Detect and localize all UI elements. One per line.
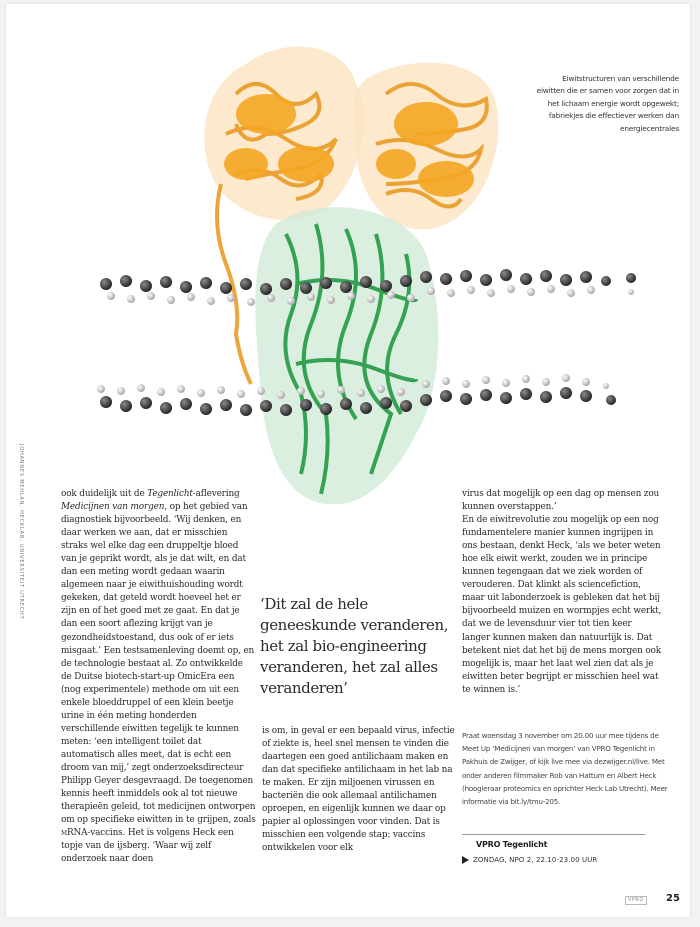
magazine-page — [6, 4, 690, 917]
photo-credit: JOHANNES MEHLAN, HECKLAB, UNIVERSITEIT UTRECHT — [18, 444, 24, 620]
column-3-paragraph-1: virus dat mogelijk op een dag op mensen zou kunnen overstappen.’ — [462, 489, 660, 513]
text-span: -aflevering — [192, 489, 240, 499]
divider — [462, 834, 645, 835]
article-column-1 — [61, 488, 256, 866]
mrna-term: mRNA — [61, 828, 88, 839]
broadcast-schedule — [462, 856, 597, 864]
page-number: 25 — [666, 893, 680, 904]
pull-quote: ‘Dit zal de hele geneeskunde veranderen, het zal bio-engineering veranderen, het zal alles veranderen’ — [260, 595, 449, 697]
column-2-text: is om, in geval er een bepaald virus, infectie of ziekte is, heel snel mensen te vinden die daartegen een goed antilichaam maken en dan dat specifieke antilichaam in het lab na te maken. Er zijn miljoenen virussen en bacteriën die ook allemaal antilichamen oproepen, en eigenlijk kunnen we daar op papier al oplossingen voor vinden. Dat is misschien een volgende stap: vaccins ontwikkelen voor elk — [262, 726, 455, 854]
text-span: , op het gebied van diagnostiek bijvoorbeeld. ‘Wij denken, en daar werken we aan, dat er misschien straks wel elke dag een druppeltje bloed van je geprikt wordt, als je dat wilt, en dat dan een meting wordt gedaan waarin algemeen naar je eiwithuishouding wordt gekeken, dat geteld wordt hoeveel het er zijn en of het goed met ze gaat. En dat je dan een soort aflezing krijgt van je gezondheidstoestand, dus ook of er iets misgaat.’ Een testsamenleving doemt op, en de technologie bestaat al. Zo ontwikkelde de Duitse biotech-start-up OmicEra een (nog experimentele) methode om uit een enkele bloeddruppel of een klein beetje urine in één meting honderden verschillende eiwitten tegelijk te kunnen meten: ‘een intelligent toilet dat automatisch alles meet, dat is echt een droom van mij,’ zegt onderzoeksdirecteur Philipp Geyer desgevraagd. De toegenomen kennis heeft inmiddels ook al tot nieuwe therapieën geleid, tot medicijnen ontworpen om op specifieke eiwitten in te grijpen, zoals — [61, 502, 256, 826]
article-column-2 — [262, 725, 457, 855]
text-span: -vaccins. Het is volgens Heck een topje van de ijsberg. ‘Waar wij zelf onderzoek naar doen — [61, 828, 234, 865]
article-column-3 — [462, 488, 662, 697]
column-3-paragraph-2: En de eiwitrevolutie zou mogelijk op een nog fundamentelere manier kunnen ingrijpen in ons bestaan, denkt Heck, ‘als we beter weten hoe elk eiwit werkt, zouden we in principe kunnen tegengaan dat we ziek worden of verouderen. Dat klinkt als sciencefiction, maar uit labonderzoek is gebleken dat het bij bijvoorbeeld muizen en wormpjes echt werkt, dat we de levensduur vier tot tien keer langer kunnen maken dan natuurlijk is. Dat betekent niet dat het bij de mens morgen ook mogelijk is, maar het laat wel zien dat als je eiwitten beter begrijpt er misschien heel wat te winnen is.’ — [462, 515, 662, 695]
play-icon — [462, 856, 469, 864]
text-span: ook duidelijk uit de — [61, 489, 148, 499]
episode-name: Medicijnen van morgen — [61, 502, 165, 513]
schedule-text: ZONDAG, NPO 2, 22.10-23.00 UUR — [473, 856, 598, 864]
show-name: Tegenlicht — [147, 489, 193, 499]
column-1-text — [61, 488, 256, 866]
vpro-logo: VPRO — [625, 896, 647, 905]
show-title: VPRO Tegenlicht — [476, 840, 548, 849]
figure-caption: Eiwitstructuren van verschillende eiwitten die er samen voor zorgen dat in het lichaam energie wordt opgewekt; fabriekjes die effectiever werken dan energiecentrales — [536, 74, 679, 133]
event-info: Praat woensdag 3 november om 20.00 uur mee tijdens de Meet Up ‘Medicijnen van morgen’ van VPRO Tegenlicht in Pakhuis de Zwijger, of kijk live mee via dezwijger.nl/live. Met onder anderen filmmaker Rob van Hattum en Albert Heck (hoogleraar proteomics en oprichter Heck Lab Utrecht). Meer informatie via bit.ly/tmu-205. — [462, 731, 668, 807]
